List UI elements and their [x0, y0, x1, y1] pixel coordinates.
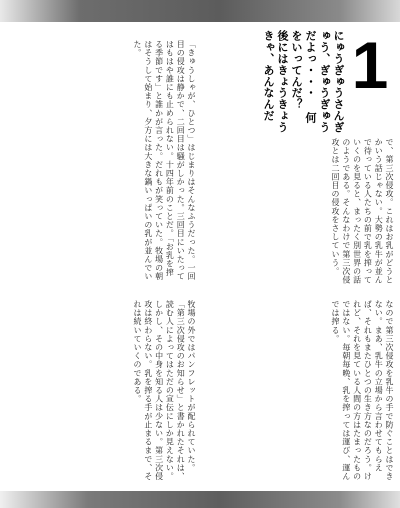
text-column-left-lower: 牧場の外ではパンフレットが配られていた。「第三次侵攻のお知らせ」と書かれたそれは、読む人によってはただの宣伝にしか見えない。しかし、その中身を知る人は少ない。第三次侵攻は終わらない。乳を搾る手が止まるまで、それは続いていくのである。 [133, 300, 196, 481]
chapter-number: 1 [351, 28, 389, 102]
footer-band [0, 491, 400, 508]
chapter-title: にゅうぎゅうさんぎゅう、ぎゅうぎゅうだよっ・・・ 何をいってんだ？ 後にはきょうきょうきゃ、あんなんだ [262, 30, 345, 133]
text-column-right-upper: で、第三次侵攻。これはお乳がどうとかいう話じゃない。大勢の乳牛が並んで待っている人たちの前で乳を搾っていくのを見ると、まったく別世界の話のようである。そんなわけで第三次侵攻とは二回目の侵攻をさしていう。 [331, 138, 394, 285]
header-band [0, 0, 400, 22]
text-column-left-upper: 「きゅうしゃが、ひとつ」はじまりはそんなふうだった。一回目の侵攻は静かで、二回目は騒がしかった。三回目にいたってはもはや誰にも止められない。十四年前のことだ。「お乳を搾る季節です」と誰かが言った。だれもが笑っていた。牧場の朝はそうして始まり、夕方には大きな鍋いっぱいの乳が並んでいた。 [133, 40, 196, 281]
text-column-right-lower: なので第三次侵攻を乳牛の手で防ぐことはできない。まあ、乳牛の立場から言わせてもらえば、それもまたひとつの生き方なのだろう。けれど、それを見ている人間の方はたまったものではない。毎朝毎晩、乳を搾っては運び、運んでは搾る。 [331, 300, 394, 481]
